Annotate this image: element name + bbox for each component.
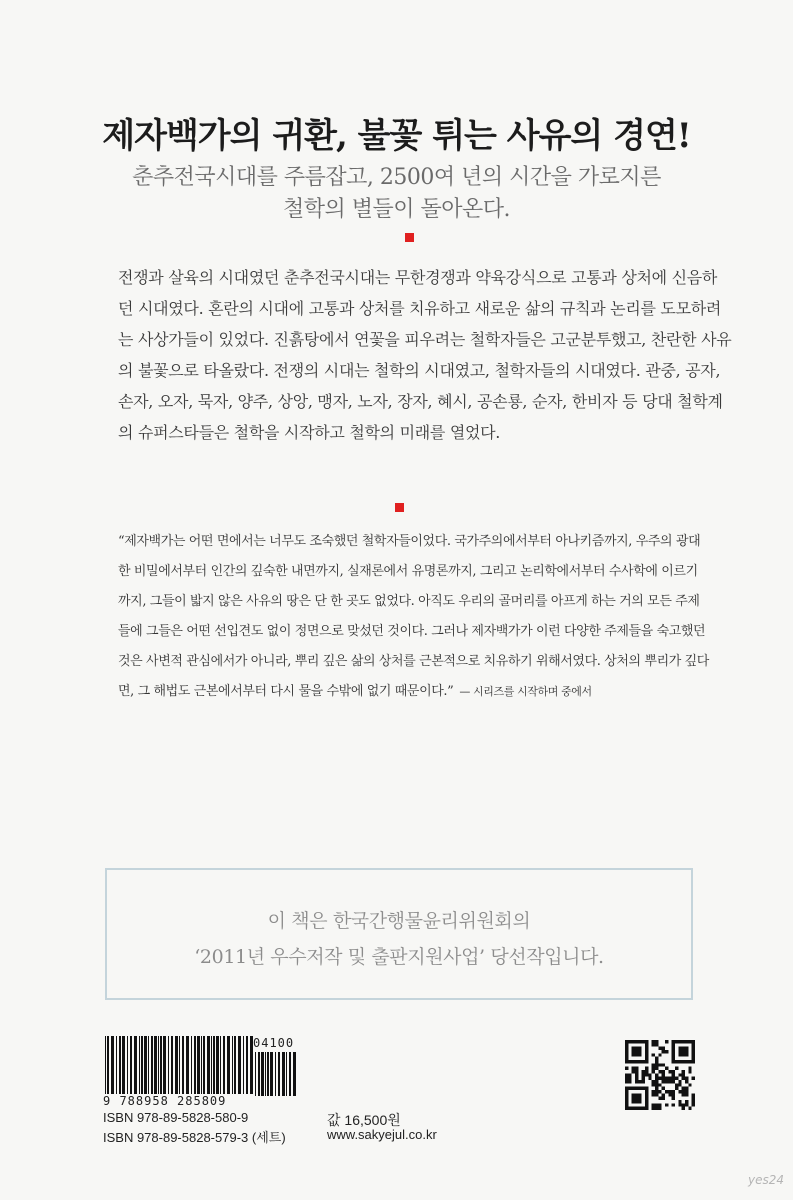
headline: 제자백가의 귀환, 불꽃 튀는 사유의 경연!	[102, 116, 691, 156]
isbn-line-2: ISBN 978-89-5828-579-3 (세트)	[103, 1130, 286, 1145]
red-square-marker-2	[395, 503, 404, 512]
barcode-digits: 9 788958 285809	[103, 1094, 227, 1108]
notice-line-2: ‘2011년 우수저작 및 출판지원사업’ 당선작입니다.	[194, 946, 604, 968]
body-line-5: 손자, 오자, 묵자, 양주, 상앙, 맹자, 노자, 장자, 혜시, 공손룡, 순자, 한비자 등 당대 철학계	[118, 392, 723, 411]
body-line-2: 던 시대였다. 혼란의 시대에 고통과 상처를 치유하고 새로운 삶의 규칙과 논리를 도모하려	[118, 299, 722, 318]
barcode-addon-bars	[253, 1052, 298, 1096]
watermark: yes24	[748, 1173, 785, 1187]
red-square-marker-1	[405, 233, 414, 242]
quote-line-1: “제자백가는 어떤 면에서는 너무도 조숙했던 철학자들이었다. 국가주의에서부터 아나키즘까지, 우주의 광대	[118, 534, 701, 549]
body-line-3: 는 사상가들이 있었다. 진흙탕에서 연꽃을 피우려는 철학자들은 고군분투했고, 찬란한 사유	[118, 330, 732, 349]
quote-line-4: 들에 그들은 어떤 선입견도 없이 정면으로 맞섰던 것이다. 그러나 제자백가가 이런 다양한 주제들을 숙고했던	[118, 624, 706, 639]
quote-line-3: 까지, 그들이 밟지 않은 사유의 땅은 단 한 곳도 없었다. 아직도 우리의 골머리를 아프게 하는 거의 모든 주제	[118, 594, 700, 609]
quote-source: — 시리즈를 시작하며 중에서	[459, 685, 592, 698]
notice-box	[105, 868, 693, 1000]
barcode-addon-digits: 04100	[253, 1036, 295, 1050]
price: 값 16,500원	[327, 1112, 401, 1128]
body-line-6: 의 슈퍼스타들은 철학을 시작하고 철학의 미래를 열었다.	[118, 423, 501, 442]
quote-line-6	[118, 680, 718, 699]
quote-line-2: 한 비밀에서부터 인간의 깊숙한 내면까지, 실재론에서 유명론까지, 그리고 논리학에서부터 수사학에 이르기	[118, 564, 698, 579]
notice-line-1: 이 책은 한국간행물윤리위원회의	[267, 910, 531, 932]
qr-code-icon	[625, 1040, 695, 1110]
body-line-4: 의 불꽃으로 타올랐다. 전쟁의 시대는 철학의 시대였고, 철학자들의 시대였다. 관중, 공자,	[118, 361, 721, 380]
barcode-addon	[253, 1036, 298, 1096]
subheadline-line-1: 춘추전국시대를 주름잡고, 2500여 년의 시간을 가로지른	[132, 165, 661, 190]
body-line-1: 전쟁과 살육의 시대였던 춘추전국시대는 무한경쟁과 약육강식으로 고통과 상처에 신음하	[118, 268, 718, 287]
website-link[interactable]: www.sakyejul.co.kr	[327, 1127, 437, 1142]
subheadline-line-2: 철학의 별들이 돌아온다.	[282, 197, 510, 222]
isbn-line-1: ISBN 978-89-5828-580-9	[103, 1110, 249, 1125]
quote-line-6-text: 면, 그 해법도 근본에서부터 다시 물을 수밖에 없기 때문이다.”	[118, 684, 454, 699]
quote-line-5: 것은 사변적 관심에서가 아니라, 뿌리 깊은 삶의 상처를 근본적으로 치유하기 위해서였다. 상처의 뿌리가 깊다	[118, 654, 709, 669]
